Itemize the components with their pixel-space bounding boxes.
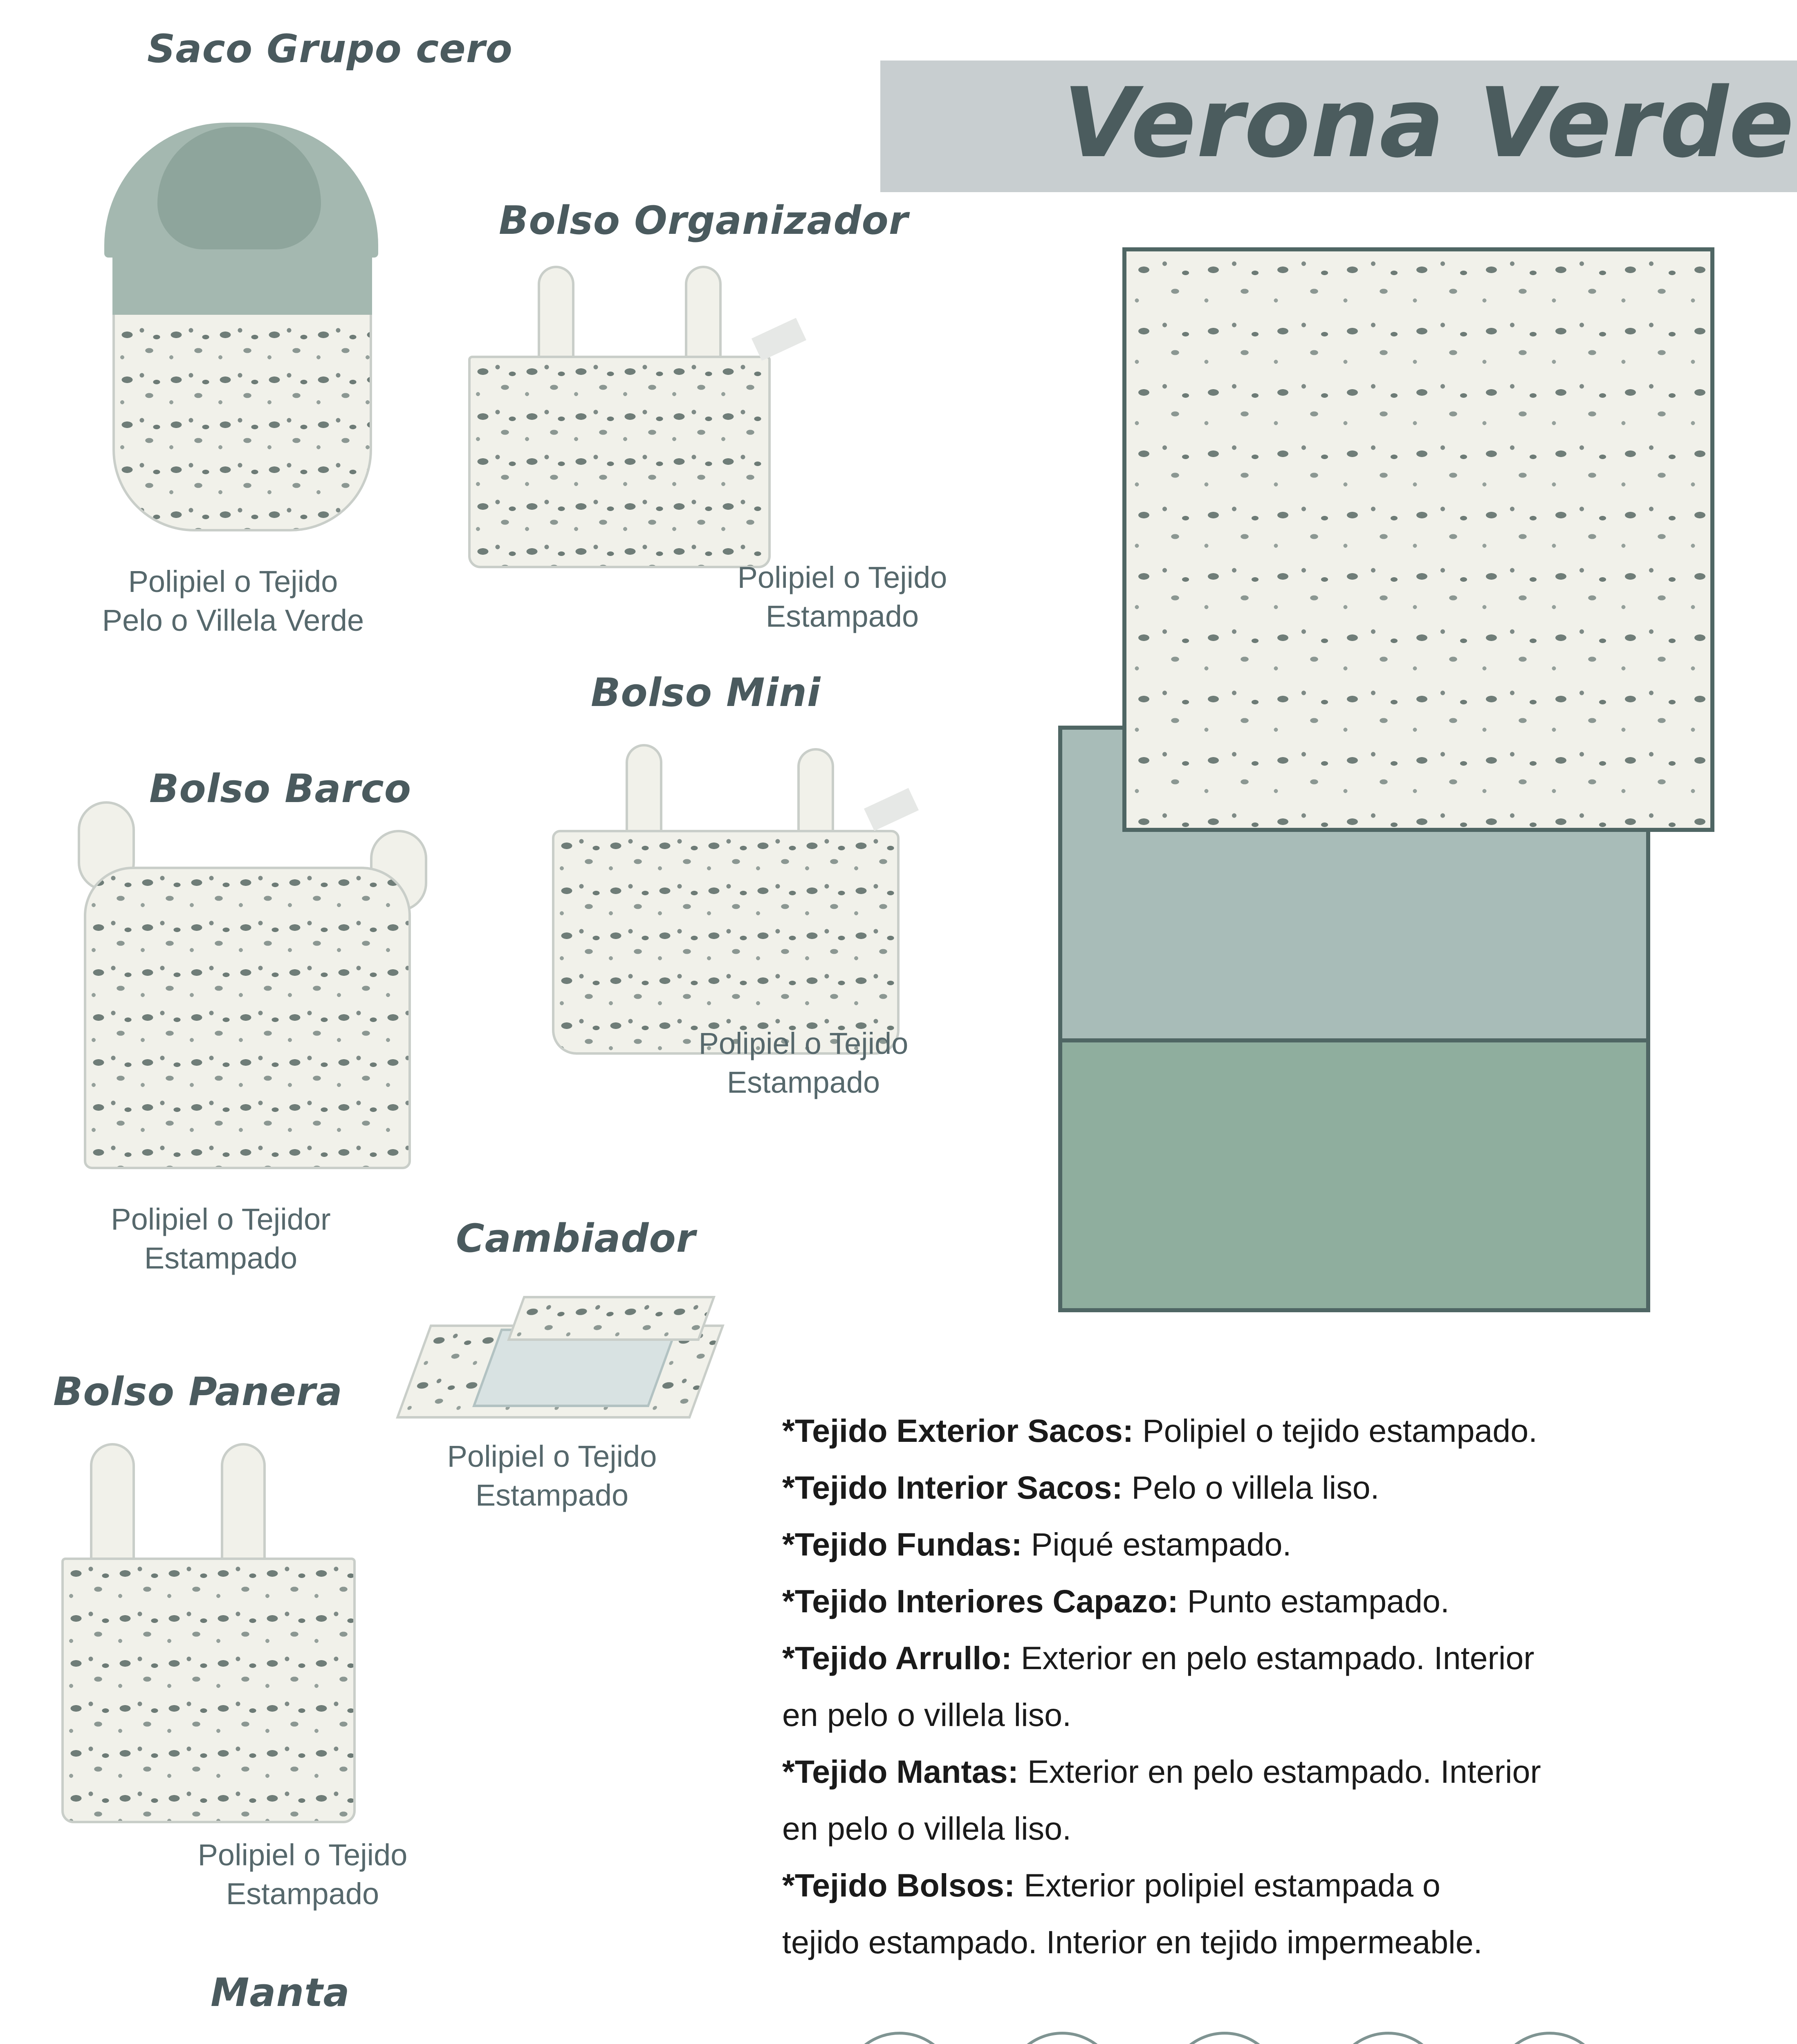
saco-title: Saco Grupo cero [147, 27, 513, 72]
panera-caption [139, 1836, 466, 1913]
spec-line: *Tejido Interiores Capazo: Punto estampado. [782, 1583, 1449, 1619]
spec-line: *Tejido Bolsos: Exterior polipiel estampada o [782, 1867, 1440, 1903]
panera-image [61, 1443, 384, 1823]
cambiador-caption [388, 1437, 716, 1515]
organizador-caption-line1: Polipiel o Tejido [737, 560, 947, 594]
barco-caption [57, 1200, 384, 1278]
organizador-title: Bolso Organizador [499, 198, 909, 243]
mini-caption-line1: Polipiel o Tejido [698, 1026, 909, 1060]
cruelty-free-badge [1005, 2032, 1119, 2044]
eco-friendly-badge [842, 2032, 957, 2044]
panera-title: Bolso Panera [53, 1369, 343, 1414]
panera-caption-line2: Estampado [226, 1877, 379, 1911]
cambiador-caption-line2: Estampado [475, 1478, 629, 1512]
spec-line: en pelo o villela liso. [782, 1697, 1072, 1733]
mini-image [552, 744, 920, 1055]
saco-caption [70, 562, 397, 640]
spec-line: *Tejido Exterior Sacos: Polipiel o tejido estampado. [782, 1412, 1538, 1449]
cambiador-image [413, 1296, 707, 1419]
saco-caption-line2: Pelo o Villela Verde [102, 603, 364, 637]
mini-title: Bolso Mini [591, 670, 821, 715]
saco-caption-line1: Polipiel o Tejido [128, 565, 338, 598]
mini-caption [640, 1024, 967, 1102]
manta-title: Manta [211, 1970, 350, 2015]
barco-image [72, 801, 435, 1169]
panera-caption-line1: Polipiel o Tejido [197, 1838, 408, 1872]
organizador-image [468, 266, 805, 568]
spec-line: en pelo o villela liso. [782, 1810, 1072, 1847]
organizador-caption [679, 558, 1006, 636]
recycled-fabrics-badge [1331, 2032, 1445, 2044]
spec-line: tejido estampado. Interior en tejido impermeable. [782, 1924, 1483, 1960]
swatch-print [1122, 247, 1714, 832]
specs-list [782, 1402, 1541, 1970]
spec-line: *Tejido Mantas: Exterior en pelo estampado. Interior [782, 1753, 1541, 1790]
page-title: Verona Verde [1063, 67, 1795, 179]
cambiador-title: Cambiador [456, 1216, 696, 1261]
saco-image [104, 123, 378, 536]
spec-line: *Tejido Fundas: Piqué estampado. [782, 1526, 1292, 1562]
organizador-caption-line2: Estampado [765, 599, 919, 633]
mini-caption-line2: Estampado [727, 1065, 880, 1099]
swatch-green [1058, 1038, 1650, 1312]
spec-line: *Tejido Arrullo: Exterior en pelo estampado. Interior [782, 1640, 1535, 1676]
barco-caption-line2: Estampado [144, 1241, 298, 1275]
cambiador-caption-line1: Polipiel o Tejido [447, 1439, 657, 1473]
barco-caption-line1: Polipiel o Tejidor [111, 1202, 331, 1236]
spec-line: *Tejido Interior Sacos: Pelo o villela liso. [782, 1469, 1380, 1506]
barco-title: Bolso Barco [149, 766, 412, 811]
gentle-on-skin-badge [1167, 2032, 1282, 2044]
footprint-carbon-badge [1492, 2032, 1607, 2044]
